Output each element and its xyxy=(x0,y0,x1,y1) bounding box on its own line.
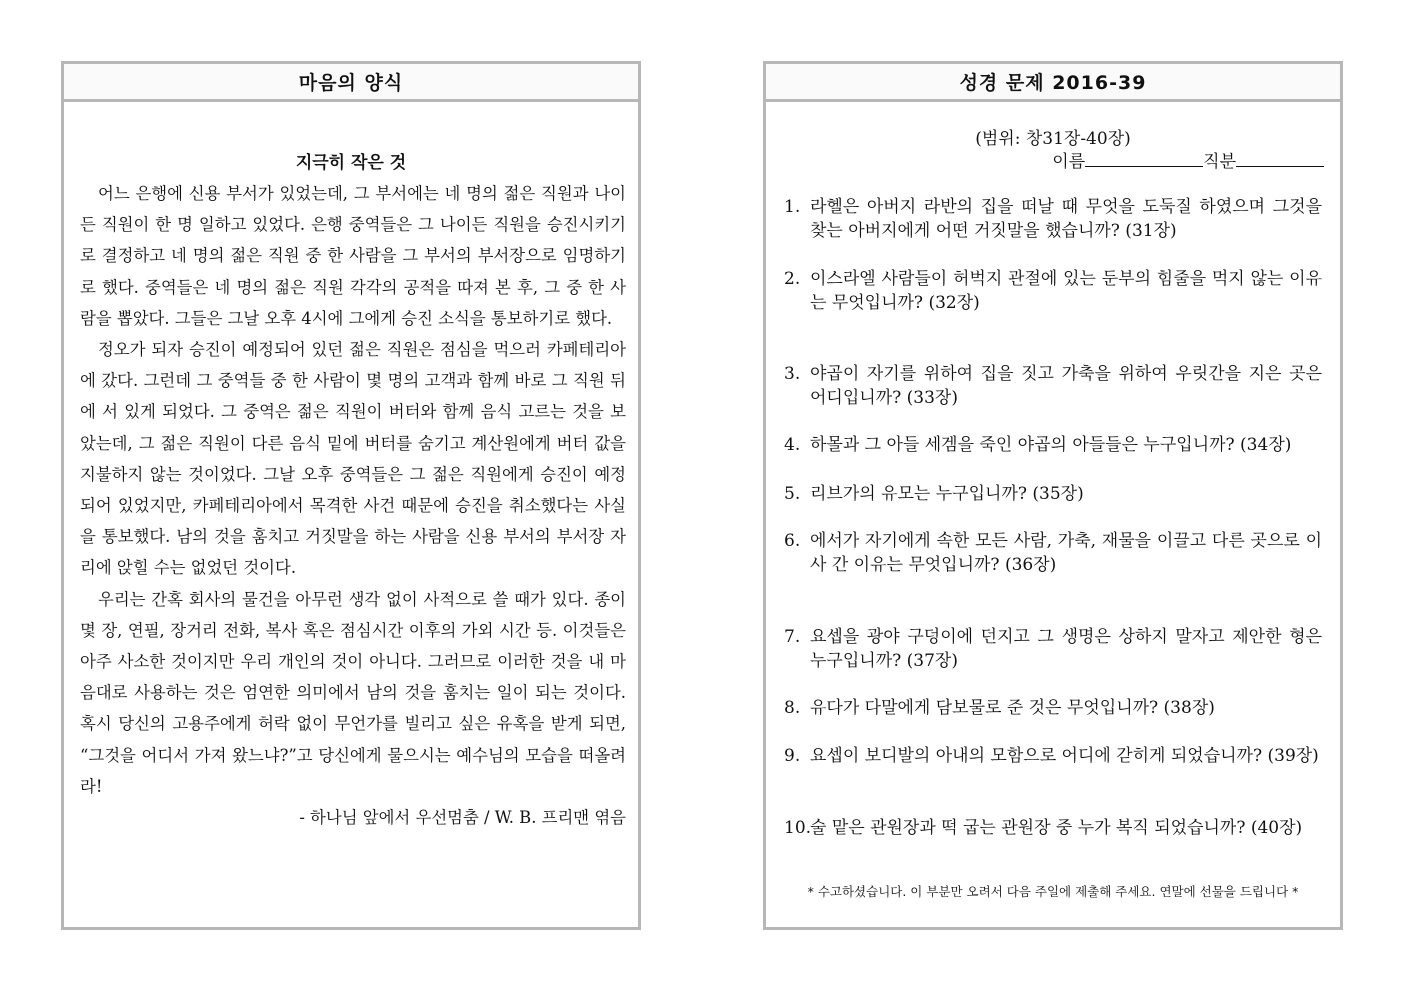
name-label: 이름 xyxy=(1052,152,1086,172)
question-number: 1. xyxy=(784,197,801,217)
article-title: 지극히 작은 것 xyxy=(295,153,407,173)
question-number: 5. xyxy=(784,484,801,504)
question-4 xyxy=(784,433,1322,457)
duty-label: 직분 xyxy=(1203,152,1236,172)
question-text: 요셉이 보디발의 아내의 모함으로 어디에 갇히게 되었습니까? (39장) xyxy=(810,746,1319,766)
question-text: 하몰과 그 아들 세겜을 죽인 야곱의 아들들은 누구입니까? (34장) xyxy=(810,435,1292,455)
name-blank[interactable] xyxy=(1085,148,1203,167)
question-text: 이스라엘 사람들이 허벅지 관절에 있는 둔부의 힘줄을 먹지 않는 이유는 무엇입니까? (32장) xyxy=(810,269,1322,313)
quiz-meta xyxy=(766,124,1340,172)
question-text: 술 맡은 관원장과 떡 굽는 관원장 중 누가 복직 되었습니까? (40장) xyxy=(810,818,1303,838)
question-number: 6. xyxy=(784,531,801,551)
article-credit: - 하나님 앞에서 우선멈춤 / W. B. 프리맨 엮음 xyxy=(299,808,626,828)
question-number: 9. xyxy=(784,746,801,766)
question-7 xyxy=(784,625,1322,673)
article-paragraph-2: 정오가 되자 승진이 예정되어 있던 젊은 직원은 점심을 먹으러 카페테리아에 갔다. 그런데 그 중역들 중 한 사람이 몇 명의 고객과 함께 바로 그 직원 뒤에 서 있게 되었다. 그 중역은 젊은 직원이 버터와 함께 음식 고르는 것을 보았는데, 그 젊은 직원이 다른 음식 밑에 버터를 숨기고 계산원에게 버터 값을 지불하지 않는 것이었다. 그날 오후 중역들은 그 젊은 직원에게 승진이 예정되어 있었지만, 카페테리아에서 목격한 사건 때문에 승진을 취소했다는 사실을 통보했다. 남의 것을 훔치고 거짓말을 하는 사람을 신용 부서의 부서장 자리에 앉힐 수는 없었던 것이다. xyxy=(80,340,626,578)
devotional-header: 마음의 양식 xyxy=(64,64,638,102)
bible-quiz-panel xyxy=(763,61,1343,930)
question-text: 라헬은 아버지 라반의 집을 떠날 때 무엇을 도둑질 하였으며 그것을 찾는 아버지에게 어떤 거짓말을 했습니까? (31장) xyxy=(810,197,1322,241)
article-body xyxy=(80,178,626,833)
question-text: 요셉을 광야 구덩이에 던지고 그 생명은 상하지 말자고 제안한 형은 누구입니까? (37장) xyxy=(810,627,1322,671)
question-text: 리브가의 유모는 누구입니까? (35장) xyxy=(810,484,1084,504)
question-number: 8. xyxy=(784,698,801,718)
article-paragraph-3: 우리는 간혹 회사의 물건을 아무런 생각 없이 사적으로 쓸 때가 있다. 종이 몇 장, 연필, 장거리 전화, 복사 혹은 점심시간 이후의 가외 시간 등. 이것들은 아주 사소한 것이지만 우리 개인의 것이 아니다. 그러므로 이러한 것을 내 마음대로 사용하는 것은 엄연한 의미에서 남의 것을 훔치는 일이 되는 것이다. 혹시 당신의 고용주에게 허락 없이 무언가를 빌리고 싶은 유혹을 받게 되면, “그것을 어디서 가져 왔느냐?”고 당신에게 물으시는 예수님의 모습을 떠올려라! xyxy=(80,589,626,796)
question-9 xyxy=(784,744,1322,768)
question-text: 유다가 다말에게 담보물로 준 것은 무엇입니까? (38장) xyxy=(810,698,1215,718)
question-text: 야곱이 자기를 위하여 집을 짓고 가축을 위하여 우릿간을 지은 곳은 어디입니까? (33장) xyxy=(810,364,1322,408)
question-number: 2. xyxy=(784,269,801,289)
question-number: 10. xyxy=(784,818,812,838)
question-2 xyxy=(784,267,1322,315)
quiz-header: 성경 문제 2016-39 xyxy=(766,64,1340,102)
question-6 xyxy=(784,529,1322,577)
question-10 xyxy=(784,816,1322,840)
devotional-panel xyxy=(61,61,641,930)
question-1 xyxy=(784,195,1322,243)
question-number: 7. xyxy=(784,627,801,647)
question-3 xyxy=(784,362,1322,410)
quiz-range: (범위: 창31장-40장) xyxy=(975,129,1131,149)
question-text: 에서가 자기에게 속한 모든 사람, 가축, 재물을 이끌고 다른 곳으로 이사 간 이유는 무엇입니까? (36장) xyxy=(810,531,1322,575)
question-8 xyxy=(784,696,1322,720)
duty-blank[interactable] xyxy=(1236,148,1324,167)
article-paragraph-1: 어느 은행에 신용 부서가 있었는데, 그 부서에는 네 명의 젊은 직원과 나이든 직원이 한 명 일하고 있었다. 은행 중역들은 그 나이든 직원을 승진시키기로 결정하고 네 명의 젊은 직원 중 한 사람을 그 부서의 부서장으로 임명하기로 했다. 중역들은 네 명의 젊은 직원 각각의 공적을 따져 본 후, 그 중 한 사람을 뽑았다. 그들은 그날 오후 4시에 그에게 승진 소식을 통보하기로 했다. xyxy=(80,184,626,328)
question-number: 3. xyxy=(784,364,801,384)
question-number: 4. xyxy=(784,435,801,455)
question-5 xyxy=(784,482,1322,506)
name-duty-row xyxy=(1052,147,1324,172)
quiz-footer-note: * 수고하셨습니다. 이 부분만 오려서 다음 주일에 제출해 주세요. 연말에 선물을 드립니다 * xyxy=(807,884,1299,899)
